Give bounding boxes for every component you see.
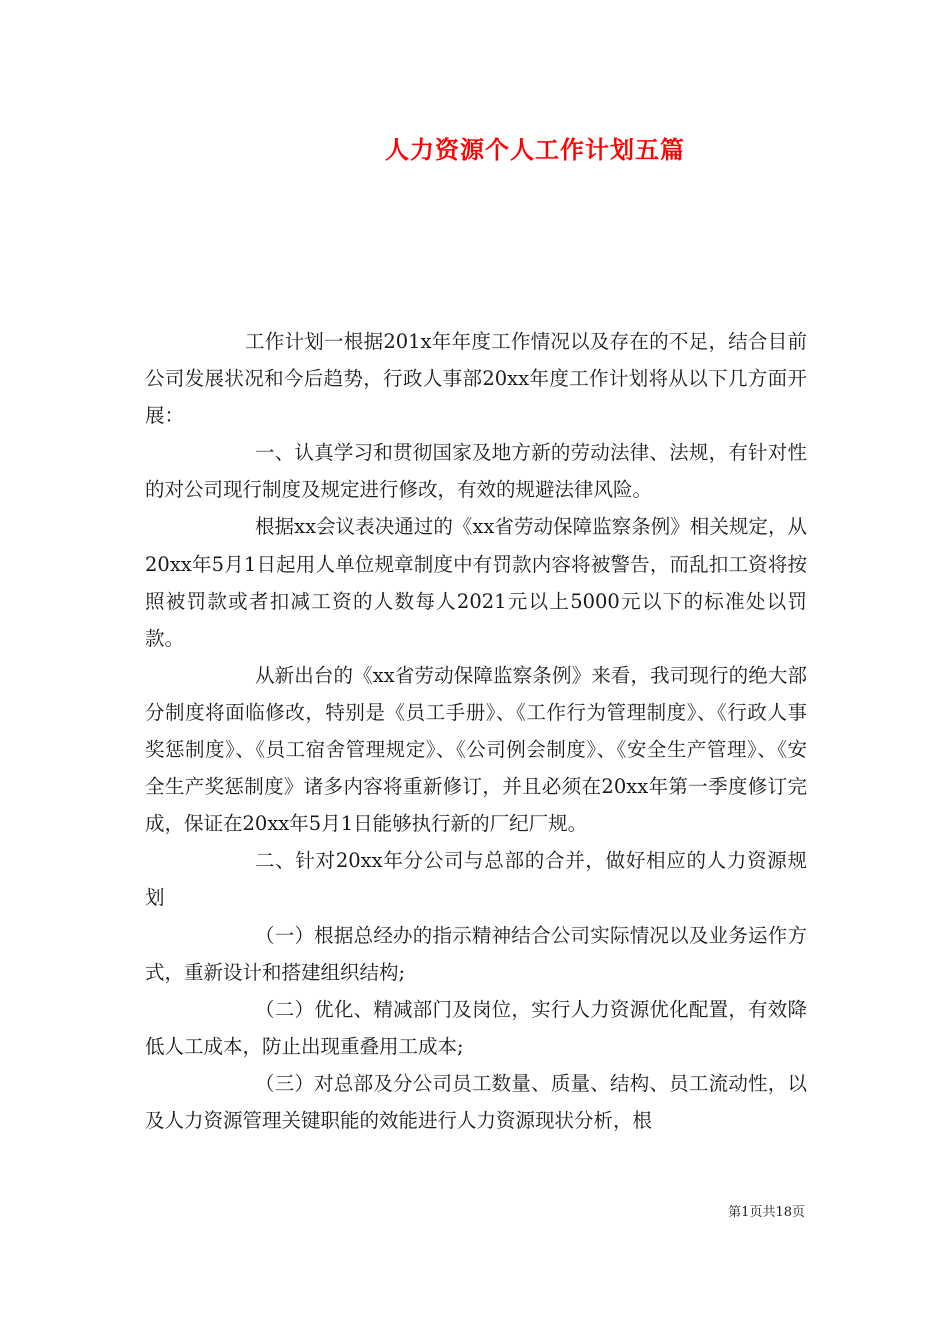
paragraph-regulation-basis: 根据xx会议表决通过的《xx省劳动保障监察条例》相关规定，从20xx年5月1日起用人单位规章制度中有罚款内容将被警告，而乱扣工资将按照被罚款或者扣减工资的人数每人2021元以上5000元以下的标准处以罚款。 (145, 515, 807, 650)
paragraph-section-one: 一、认真学习和贯彻国家及地方新的劳动法律、法规，有针对性的对公司现行制度及规定进行修改，有效的规避法律风险。 (145, 441, 807, 502)
paragraph-item-two: （二）优化、精减部门及岗位，实行人力资源优化配置，有效降低人工成本，防止出现重叠用工成本; (145, 997, 807, 1058)
document-body (145, 323, 807, 1139)
paragraph-section-two: 二、针对20xx年分公司与总部的合并，做好相应的人力资源规划 (145, 849, 807, 910)
paragraph-item-one: （一）根据总经办的指示精神结合公司实际情况以及业务运作方式，重新设计和搭建组织结构; (145, 923, 807, 984)
page-title: 人力资源个人工作计划五篇 (385, 135, 685, 164)
page-number-footer: 第1页共18页 (728, 1205, 805, 1220)
paragraph-system-revision: 从新出台的《xx省劳动保障监察条例》来看，我司现行的绝大部分制度将面临修改，特别是《员工手册》、《工作行为管理制度》、《行政人事奖惩制度》、《员工宿舍管理规定》、《公司例会制度》、《安全生产管理》、《安全生产奖惩制度》诸多内容将重新修订，并且必须在20xx年第一季度修订完成，保证在20xx年5月1日能够执行新的厂纪厂规。 (145, 663, 807, 836)
paragraph-work-plan-intro: 工作计划一根据201x年年度工作情况以及存在的不足，结合目前公司发展状况和今后趋势，行政人事部20xx年度工作计划将从以下几方面开展： (145, 330, 807, 428)
paragraph-item-three: （三）对总部及分公司员工数量、质量、结构、员工流动性，以及人力资源管理关键职能的效能进行人力资源现状分析，根 (145, 1071, 807, 1132)
